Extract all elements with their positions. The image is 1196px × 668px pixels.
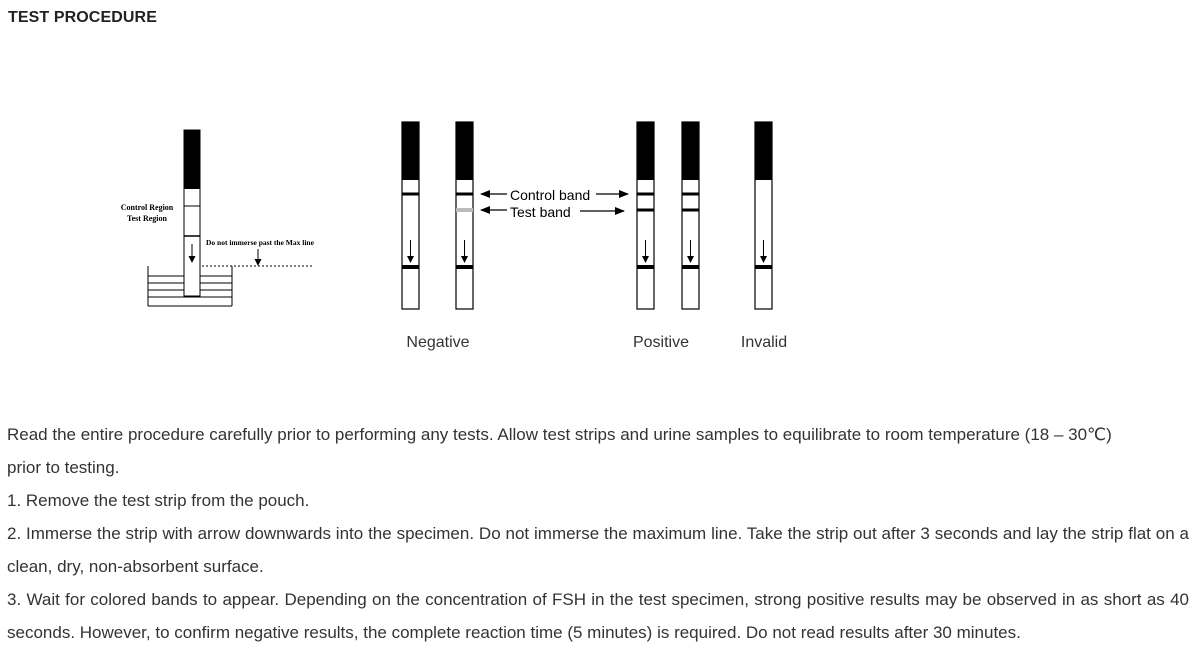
negative-caption: Negative: [406, 334, 470, 351]
test-band-label: Test band: [510, 204, 571, 220]
test-region-label: Test Region: [127, 214, 167, 223]
control-band-label: Control band: [510, 187, 591, 203]
step-3: 3. Wait for colored bands to appear. Depending on the concentration of FSH in the test specimen, strong positive results may be observed in as short as 40 seconds. However, to confirm negative results, the complete reaction time (5 minutes) is required. Do not read results after 30 minutes.: [7, 590, 1189, 642]
page-heading: TEST PROCEDURE: [8, 9, 157, 26]
result-strip-positive-2: [682, 122, 699, 309]
positive-caption: Positive: [632, 334, 690, 351]
result-strip-invalid: [755, 122, 772, 309]
immersion-illustration: [148, 130, 312, 306]
step-1: 1. Remove the test strip from the pouch.: [7, 491, 310, 510]
intro-line-1: Read the entire procedure carefully prior to performing any tests. Allow test strips and urine samples to equilibrate to room temperature (18 – 30℃): [7, 425, 1112, 444]
invalid-caption: Invalid: [740, 334, 788, 351]
max-line-note: Do not immerse past the Max line: [206, 238, 314, 247]
step-2: 2. Immerse the strip with arrow downwards into the specimen. Do not immerse the maximum line. Take the strip out after 3 seconds and lay the strip flat on a clean, dry, non-absorbent surface.: [7, 524, 1189, 576]
control-region-label: Control Region: [120, 203, 174, 212]
result-strip-negative-2: [456, 122, 473, 309]
test-procedure-diagram: [0, 40, 1196, 370]
result-strip-negative-1: [402, 122, 419, 309]
procedure-text: [7, 418, 1189, 649]
intro-line-2: prior to testing.: [7, 458, 120, 477]
result-strip-positive-1: [637, 122, 654, 309]
